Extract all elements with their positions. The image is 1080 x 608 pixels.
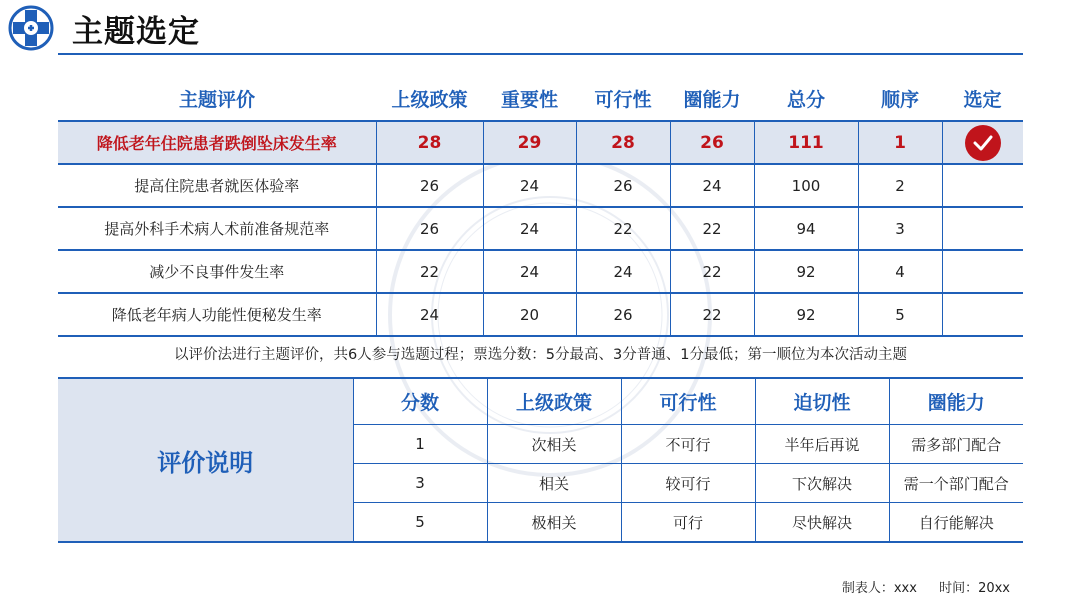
- header-feasibility: 可行性: [576, 77, 670, 121]
- order-cell: 2: [858, 164, 942, 207]
- table-row: [58, 293, 1023, 336]
- selected-cell: [942, 121, 1023, 164]
- topic-evaluation-table: [58, 77, 1023, 337]
- criteria-label: 评价说明: [58, 378, 353, 542]
- capability-score: 24: [670, 164, 754, 207]
- criteria-policy: 相关: [487, 464, 621, 503]
- evaluation-note: 以评价法进行主题评价，共6人参与选题过程；票选分数：5分最高、3分普通、1分最低；第一顺位为本次活动主题: [174, 347, 907, 363]
- criteria-header-capability: 圈能力: [889, 378, 1023, 425]
- importance-score: 29: [483, 121, 576, 164]
- title-divider: [58, 53, 1023, 55]
- header-total: 总分: [754, 77, 858, 121]
- importance-score: 20: [483, 293, 576, 336]
- criteria-header-score: 分数: [353, 378, 487, 425]
- policy-score: 26: [376, 207, 483, 250]
- selected-cell: [942, 164, 1023, 207]
- order-cell: 3: [858, 207, 942, 250]
- criteria-header-policy: 上级政策: [487, 378, 621, 425]
- header-policy: 上级政策: [376, 77, 483, 121]
- footer-maker: 制表人：xxx: [841, 581, 917, 596]
- criteria-score: 5: [353, 503, 487, 543]
- importance-score: 24: [483, 207, 576, 250]
- policy-score: 28: [376, 121, 483, 164]
- capability-score: 22: [670, 250, 754, 293]
- criteria-feasibility: 可行: [621, 503, 755, 543]
- selected-cell: [942, 250, 1023, 293]
- table-header-row: [58, 77, 1023, 121]
- criteria-feasibility: 较可行: [621, 464, 755, 503]
- capability-score: 22: [670, 207, 754, 250]
- table-row: [58, 121, 1023, 164]
- topic-cell: 减少不良事件发生率: [58, 250, 376, 293]
- selected-cell: [942, 293, 1023, 336]
- total-score: 94: [754, 207, 858, 250]
- topic-cell: 提高住院患者就医体验率: [58, 164, 376, 207]
- topic-cell: 降低老年住院患者跌倒坠床发生率: [58, 121, 376, 164]
- total-score: 92: [754, 293, 858, 336]
- medical-cross-logo-icon: [8, 5, 54, 51]
- feasibility-score: 24: [576, 250, 670, 293]
- checkmark-icon: [965, 125, 1001, 161]
- total-score: 100: [754, 164, 858, 207]
- criteria-header-row: [58, 378, 1023, 425]
- capability-score: 22: [670, 293, 754, 336]
- criteria-capability: 需多部门配合: [889, 425, 1023, 464]
- criteria-policy: 次相关: [487, 425, 621, 464]
- criteria-urgency: 下次解决: [755, 464, 889, 503]
- importance-score: 24: [483, 250, 576, 293]
- feasibility-score: 26: [576, 164, 670, 207]
- criteria-score: 1: [353, 425, 487, 464]
- feasibility-score: 28: [576, 121, 670, 164]
- header-capability: 圈能力: [670, 77, 754, 121]
- header-topic: 主题评价: [58, 77, 376, 121]
- total-score: 92: [754, 250, 858, 293]
- table-row: [58, 250, 1023, 293]
- page-title: 主题选定: [72, 14, 200, 50]
- order-cell: 4: [858, 250, 942, 293]
- importance-score: 24: [483, 164, 576, 207]
- order-cell: 5: [858, 293, 942, 336]
- criteria-capability: 需一个部门配合: [889, 464, 1023, 503]
- topic-cell: 提高外科手术病人术前准备规范率: [58, 207, 376, 250]
- criteria-urgency: 尽快解决: [755, 503, 889, 543]
- criteria-capability: 自行能解决: [889, 503, 1023, 543]
- header-selected: 选定: [942, 77, 1023, 121]
- policy-score: 26: [376, 164, 483, 207]
- evaluation-criteria-table: [58, 377, 1023, 543]
- selected-cell: [942, 207, 1023, 250]
- header-order: 顺序: [858, 77, 942, 121]
- criteria-policy: 极相关: [487, 503, 621, 543]
- criteria-header-urgency: 迫切性: [755, 378, 889, 425]
- policy-score: 24: [376, 293, 483, 336]
- criteria-urgency: 半年后再说: [755, 425, 889, 464]
- table-row: [58, 164, 1023, 207]
- topic-cell: 降低老年病人功能性便秘发生率: [58, 293, 376, 336]
- table-row: [58, 207, 1023, 250]
- footer: [842, 577, 1010, 596]
- criteria-score: 3: [353, 464, 487, 503]
- header-importance: 重要性: [483, 77, 576, 121]
- criteria-header-feasibility: 可行性: [621, 378, 755, 425]
- order-cell: 1: [858, 121, 942, 164]
- criteria-feasibility: 不可行: [621, 425, 755, 464]
- total-score: 111: [754, 121, 858, 164]
- feasibility-score: 22: [576, 207, 670, 250]
- policy-score: 22: [376, 250, 483, 293]
- capability-score: 26: [670, 121, 754, 164]
- feasibility-score: 26: [576, 293, 670, 336]
- footer-time: 时间：20xx: [939, 581, 1010, 596]
